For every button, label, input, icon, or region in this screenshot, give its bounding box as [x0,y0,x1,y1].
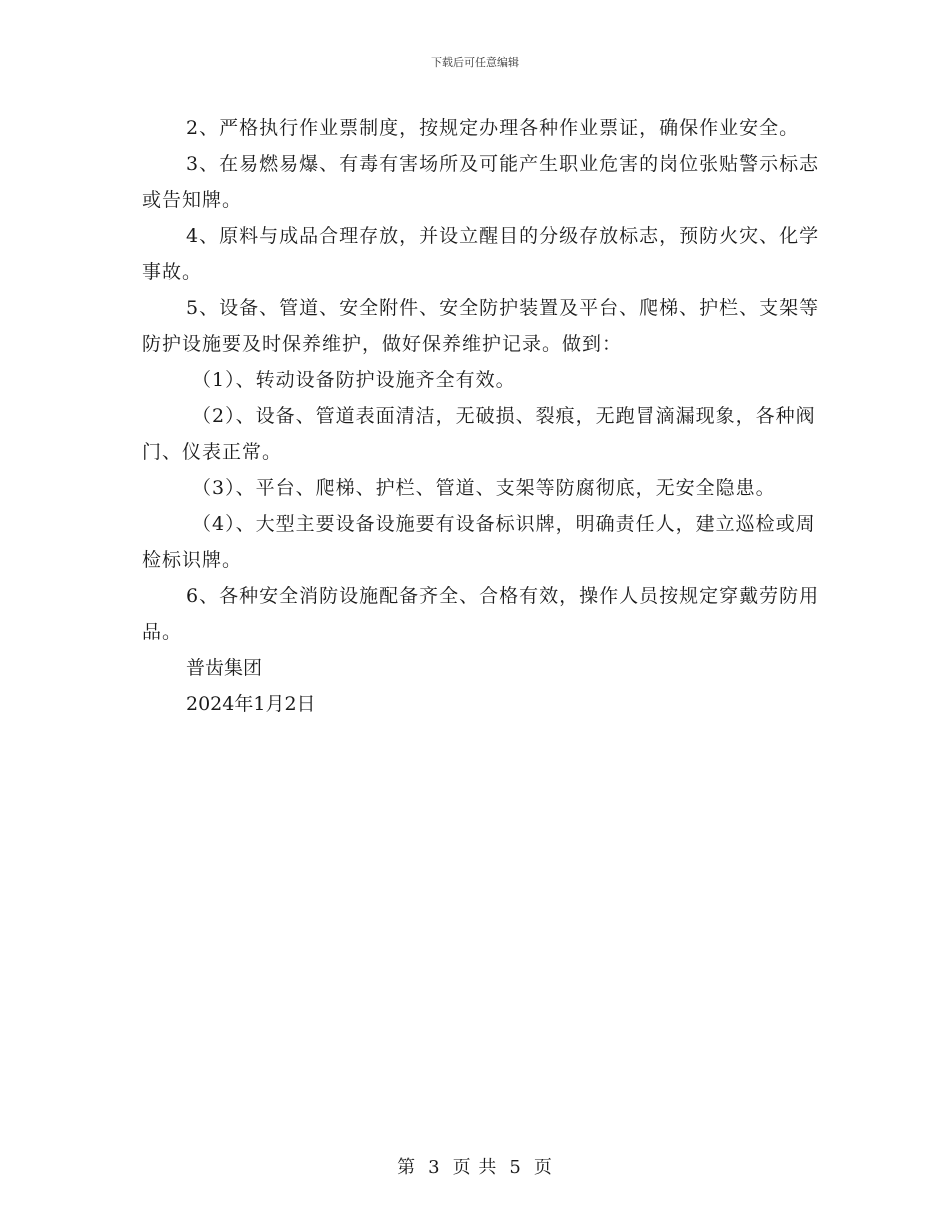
sub-item-1: （1）、转动设备防护设施齐全有效。 [192,369,516,391]
page-number-footer [0,1153,950,1179]
sub-item-2: （2）、设备、管道表面清洁，无破损、裂痕，无跑冒滴漏现象，各种阀门、仪表正常。 [142,405,816,463]
header-note: 下载后可任意编辑 [431,56,519,69]
paragraph-item-4: 4、原料与成品合理存放，并设立醒目的分级存放标志，预防火灾、化学事故。 [142,225,820,283]
document-date: 2024年1月2日 [186,693,316,715]
paragraph-item-2: 2、严格执行作业票制度，按规定办理各种作业票证，确保作业安全。 [186,117,800,139]
page-suffix: 页 [533,1157,553,1178]
organization-name: 普齿集团 [186,657,263,679]
page-middle: 页 共 [452,1157,498,1178]
document-body [142,110,826,722]
page-prefix: 第 [397,1157,417,1178]
page-current: 3 [428,1157,441,1178]
sub-item-4: （4）、大型主要设备设施要有设备标识牌，明确责任人，建立巡检或周检标识牌。 [142,513,816,571]
paragraph-item-3: 3、在易燃易爆、有毒有害场所及可能产生职业危害的岗位张贴警示标志或告知牌。 [142,153,820,211]
sub-item-3: （3）、平台、爬梯、护栏、管道、支架等防腐彻底，无安全隐患。 [192,477,776,499]
paragraph-item-6: 6、各种安全消防设施配备齐全、合格有效，操作人员按规定穿戴劳防用品。 [142,585,820,643]
page-total: 5 [509,1157,522,1178]
paragraph-item-5: 5、设备、管道、安全附件、安全防护装置及平台、爬梯、护栏、支架等防护设施要及时保养维护，做好保养维护记录。做到： [142,297,820,355]
